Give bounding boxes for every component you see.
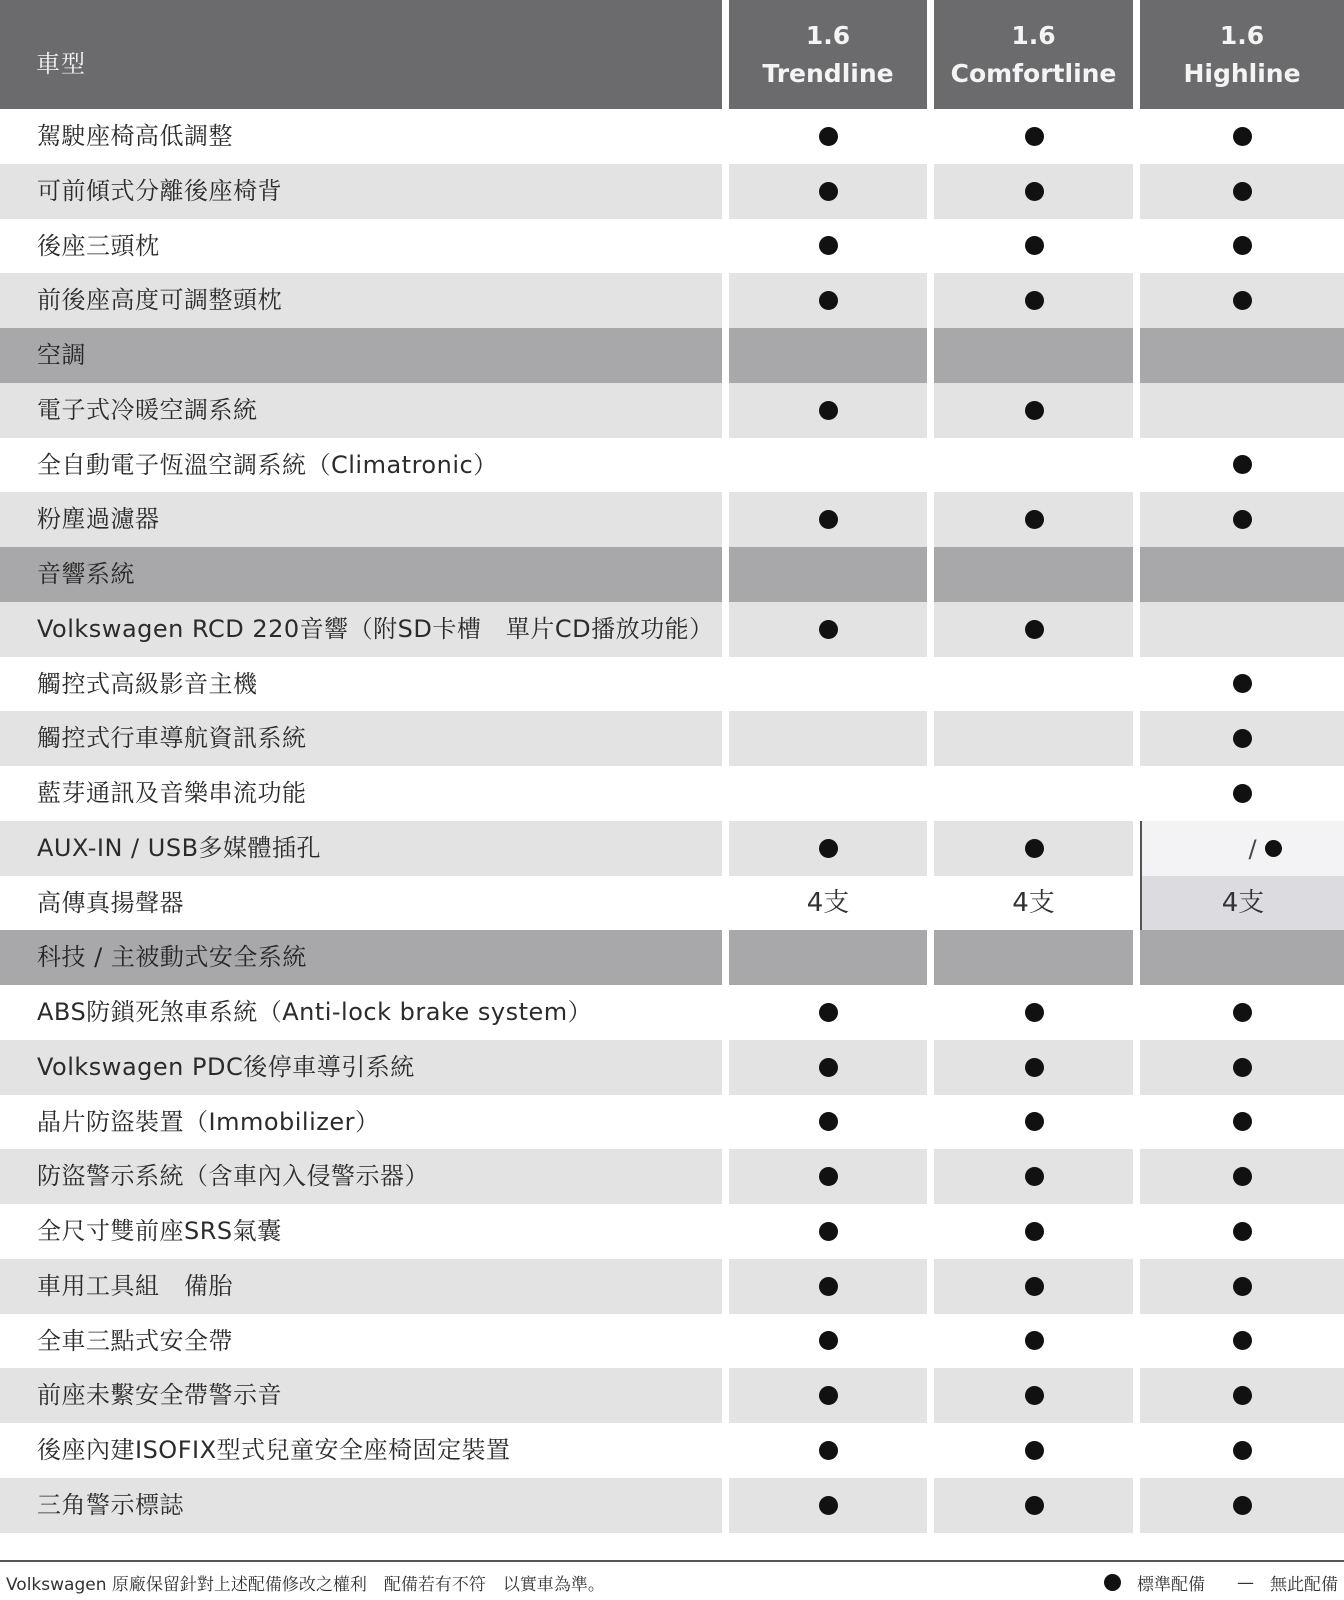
standard-dot-icon [1233,1058,1252,1077]
feature-cell [0,766,722,821]
value-cell [934,1259,1133,1314]
standard-dot-icon [1233,729,1252,748]
legend [1104,1570,1338,1595]
table-row [0,1368,1344,1423]
table-row [0,1259,1344,1314]
standard-dot-icon [819,839,838,858]
standard-dot-icon [1025,620,1044,639]
table-row [0,164,1344,219]
value-text: 4支 [806,888,850,918]
value-cell [934,930,1133,985]
standard-dot-icon [819,1496,838,1515]
model-header-trendline [729,0,927,109]
feature-label: 晶片防盜裝置（Immobilizer） [37,1108,380,1136]
table-row [0,711,1344,766]
value-cell [934,547,1133,602]
standard-dot-icon [819,1112,838,1131]
value-cell [1140,383,1344,438]
standard-dot-icon [819,127,838,146]
value-cell [934,438,1133,492]
section-label: 空調 [37,341,86,369]
feature-cell [0,1478,722,1533]
value-cell [934,1314,1133,1368]
table-row [0,1478,1344,1533]
feature-label: 觸控式高級影音主機 [37,670,258,698]
standard-dot-icon [1025,1058,1044,1077]
feature-label: 全自動電子恆溫空調系統（Climatronic） [37,451,498,479]
value-cell [934,492,1133,547]
feature-cell [0,1040,722,1095]
footer-divider [0,1560,1344,1562]
value-cell [934,273,1133,328]
value-cell [729,328,927,383]
feature-cell [0,657,722,711]
value-cell [729,109,927,164]
section-row [0,547,1344,602]
standard-dot-icon [1233,182,1252,201]
value-cell [1140,1149,1344,1204]
standard-dot-icon [1025,1112,1044,1131]
value-cell [729,1423,927,1478]
standard-dot-icon [1233,455,1252,474]
value-cell [934,821,1133,876]
feature-cell [0,602,722,657]
value-cell [934,711,1133,766]
standard-dot-icon [1025,1496,1044,1515]
standard-dot-icon [819,291,838,310]
standard-dot-icon [819,510,838,529]
model-header-comfortline [934,0,1133,109]
value-cell [729,1095,927,1149]
standard-dot-icon [1233,236,1252,255]
standard-dot-icon [819,1222,838,1241]
value-cell [934,383,1133,438]
feature-cell [0,273,722,328]
standard-dot-icon [1233,1331,1252,1350]
table-row [0,219,1344,273]
feature-label: 觸控式行車導航資訊系統 [37,724,307,752]
table-row [0,657,1344,711]
value-cell [729,492,927,547]
value-cell [934,219,1133,273]
standard-dot-icon [1233,1167,1252,1186]
table-row [0,985,1344,1040]
standard-dot-icon [1025,1386,1044,1405]
feature-label: Volkswagen RCD 220音響（附SD卡槽 單片CD播放功能） [37,615,714,643]
value-cell [934,1040,1133,1095]
standard-dot-icon [1233,127,1252,146]
standard-dot-icon [1233,1277,1252,1296]
value-cell [934,766,1133,821]
table-row [0,438,1344,492]
standard-dot-icon [1025,839,1044,858]
value-cell [729,657,927,711]
standard-dot-icon [1233,1003,1252,1022]
value-cell [934,1204,1133,1259]
value-cell [729,766,927,821]
standard-dot-icon [819,236,838,255]
value-cell [729,1314,927,1368]
feature-cell [0,1149,722,1204]
feature-cell [0,876,722,930]
table-row [0,383,1344,438]
standard-dot-icon [1233,1496,1252,1515]
standard-dot-icon [1025,1441,1044,1460]
value-cell [1140,657,1344,711]
value-cell [934,1478,1133,1533]
section-row [0,930,1344,985]
legend-standard: 標準配備 [1137,1575,1205,1595]
value-cell [1140,492,1344,547]
feature-label: 後座內建ISOFIX型式兒童安全座椅固定裝置 [37,1436,511,1464]
value-cell [934,1423,1133,1478]
value-cell [729,602,927,657]
value-cell [729,219,927,273]
feature-cell [0,383,722,438]
feature-cell [0,1423,722,1478]
value-cell [729,438,927,492]
header-label: 車型 [36,50,86,78]
value-cell [934,657,1133,711]
feature-cell [0,547,722,602]
table-row [0,273,1344,328]
feature-cell [0,438,722,492]
value-cell [1140,1368,1344,1423]
table-row [0,876,1344,930]
value-cell [1140,1478,1344,1533]
table-row [0,1095,1344,1149]
feature-label: 後座三頭枕 [37,232,160,260]
model-header-highline [1140,0,1344,109]
value-cell [1140,438,1344,492]
value-cell [1140,821,1344,876]
value-cell [934,985,1133,1040]
value-cell [729,1040,927,1095]
standard-dot-icon [1025,1331,1044,1350]
table-header [0,0,1344,109]
table-row [0,1314,1344,1368]
value-cell [729,821,927,876]
standard-dot-icon [1265,840,1282,857]
standard-dot-icon [819,401,838,420]
standard-dot-icon [1104,1574,1121,1591]
value-cell [729,711,927,766]
table-row [0,602,1344,657]
standard-dot-icon [1025,401,1044,420]
value-cell [934,602,1133,657]
standard-dot-icon [819,1386,838,1405]
standard-dot-icon [1025,1167,1044,1186]
table-row [0,821,1344,876]
standard-dot-icon [819,1277,838,1296]
feature-label: 防盜警示系統（含車內入侵警示器） [37,1162,429,1190]
section-label: 科技 / 主被動式安全系統 [37,943,307,971]
standard-dot-icon [1233,1112,1252,1131]
feature-cell [0,219,722,273]
standard-dot-icon [1233,510,1252,529]
value-cell [1140,1204,1344,1259]
standard-dot-icon [1025,510,1044,529]
value-cell [934,876,1133,930]
value-cell [729,876,927,930]
model-engine: 1.6 [1011,20,1056,50]
standard-dot-icon [1025,236,1044,255]
value-cell [934,164,1133,219]
feature-cell [0,1259,722,1314]
standard-dot-icon [819,182,838,201]
value-cell [1140,1095,1344,1149]
feature-cell [0,930,722,985]
feature-label: 可前傾式分離後座椅背 [37,177,282,205]
standard-dot-icon [1233,784,1252,803]
standard-dot-icon [819,1167,838,1186]
model-engine: 1.6 [1219,20,1265,50]
value-cell [729,1259,927,1314]
standard-dot-icon [1233,291,1252,310]
feature-label: 粉塵過濾器 [37,505,160,533]
standard-dot-icon [1025,291,1044,310]
feature-cell [0,1095,722,1149]
legend-none-symbol: — [1237,1572,1254,1593]
standard-dot-icon [819,1441,838,1460]
value-cell [1140,1259,1344,1314]
standard-dot-icon [1233,674,1252,693]
value-cell [1140,711,1344,766]
section-label: 音響系統 [37,560,135,588]
value-cell [729,930,927,985]
feature-cell [0,328,722,383]
value-cell [934,328,1133,383]
value-cell [934,1095,1133,1149]
feature-label: 全車三點式安全帶 [37,1327,233,1355]
standard-dot-icon [1233,1386,1252,1405]
value-cell [1140,876,1344,930]
value-cell [1140,930,1344,985]
value-cell [1140,219,1344,273]
standard-dot-icon [1025,127,1044,146]
value-cell [729,1478,927,1533]
feature-label: 藍芽通訊及音樂串流功能 [37,779,307,807]
model-trim: Trendline [762,58,894,88]
value-cell [1140,547,1344,602]
value-cell [729,1368,927,1423]
feature-cell [0,1314,722,1368]
feature-label: AUX-IN / USB多媒體插孔 [37,834,322,862]
standard-dot-icon [1233,1222,1252,1241]
feature-label: 電子式冷暖空調系統 [37,396,258,424]
legend-none: 無此配備 [1270,1575,1338,1595]
standard-dot-icon [819,1331,838,1350]
value-cell [1140,1314,1344,1368]
feature-label: Volkswagen PDC後停車導引系統 [37,1053,415,1081]
value-cell [1140,602,1344,657]
feature-cell [0,164,722,219]
value-cell [934,109,1133,164]
table-row [0,766,1344,821]
feature-label: 車用工具組 備胎 [37,1272,233,1300]
table-row [0,109,1344,164]
value-cell [934,1149,1133,1204]
value-cell [1140,1423,1344,1478]
standard-dot-icon [1233,1441,1252,1460]
standard-dot-icon [1025,182,1044,201]
value-cell [729,164,927,219]
value-cell [1140,273,1344,328]
value-cell [1140,164,1344,219]
table-row [0,1040,1344,1095]
value-text: 4支 [1012,888,1055,918]
feature-label: 三角警示標誌 [37,1491,184,1519]
footer-note: Volkswagen 原廠保留針對上述配備修改之權利 配備若有不符 以實車為準。 [6,1575,605,1595]
feature-cell [0,1368,722,1423]
standard-dot-icon [1025,1277,1044,1296]
value-cell [729,273,927,328]
table-row [0,492,1344,547]
standard-dot-icon [819,620,838,639]
feature-cell [0,492,722,547]
value-cell [729,547,927,602]
value-cell [1140,328,1344,383]
feature-label: 前座未繫安全帶警示音 [37,1381,282,1409]
table-row [0,1423,1344,1478]
feature-cell [0,1204,722,1259]
model-trim: Comfortline [950,58,1117,88]
value-cell [729,1204,927,1259]
value-text: 4支 [1221,888,1265,918]
table-row [0,1149,1344,1204]
feature-label: ABS防鎖死煞車系統（Anti-lock brake system） [37,998,593,1026]
section-row [0,328,1344,383]
value-cell [1140,766,1344,821]
standard-dot-icon [1025,1222,1044,1241]
value-cell [1140,109,1344,164]
feature-cell [0,821,722,876]
value-cell [729,1149,927,1204]
feature-cell [0,109,722,164]
table-row [0,1204,1344,1259]
feature-label: 全尺寸雙前座SRS氣囊 [37,1217,282,1245]
feature-cell [0,985,722,1040]
feature-cell [0,711,722,766]
feature-label: 駕駛座椅高低調整 [37,122,233,150]
value-cell [729,383,927,438]
standard-dot-icon [1025,1003,1044,1022]
model-engine: 1.6 [805,20,851,50]
feature-label: 高傳真揚聲器 [37,889,184,917]
model-trim: Highline [1183,58,1301,88]
standard-dot-icon [819,1058,838,1077]
value-cell [1140,1040,1344,1095]
standard-dot-icon [819,1003,838,1022]
header-label-cell [0,0,722,109]
value-cell [1140,985,1344,1040]
value-cell [729,985,927,1040]
feature-label: 前後座高度可調整頭枕 [37,286,282,314]
slash-dot-value: / [1142,821,1344,877]
value-cell [934,1368,1133,1423]
